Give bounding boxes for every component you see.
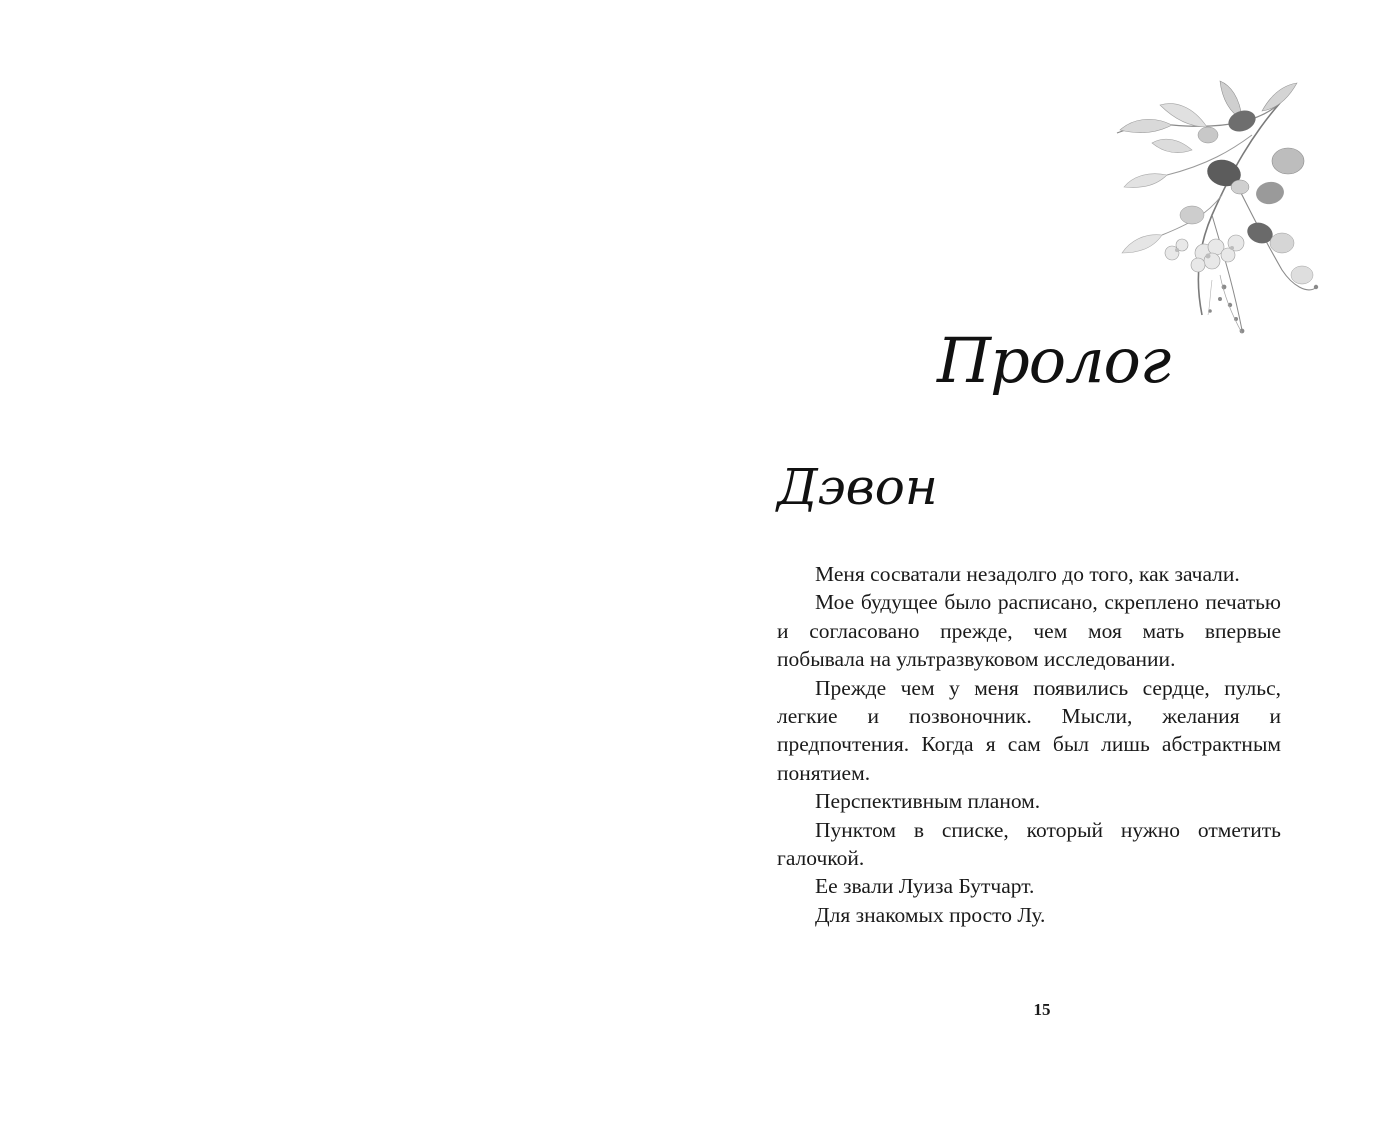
paragraph: Перспективным планом.	[815, 789, 1041, 814]
pov-character-name: Дэвон	[777, 458, 938, 516]
paragraph: Ее звали Луиза Бутчарт.	[815, 874, 1035, 899]
floral-ornament-illustration	[1112, 75, 1327, 340]
chapter-title: Пролог	[937, 324, 1171, 397]
chapter-body-text	[777, 560, 1281, 929]
paragraph: Для знакомых просто Лу.	[815, 902, 1046, 927]
page-number: 15	[1033, 1000, 1051, 1019]
right-page	[697, 0, 1394, 1125]
paragraph: Мое будущее было расписано, скреплено печатью и согласовано прежде, чем моя мать впервые побывала на ультразвуковом исследовании.	[777, 590, 1281, 672]
paragraph: Пунктом в списке, который нужно отметить галочкой.	[777, 817, 1281, 871]
paragraph: Меня сосватали незадолго до того, как зачали.	[815, 562, 1240, 586]
paragraph: Прежде чем у меня появились сердце, пульс, легкие и позвоночник. Мысли, желания и предпочтения. Когда я сам был лишь абстрактным понятием.	[777, 675, 1281, 785]
